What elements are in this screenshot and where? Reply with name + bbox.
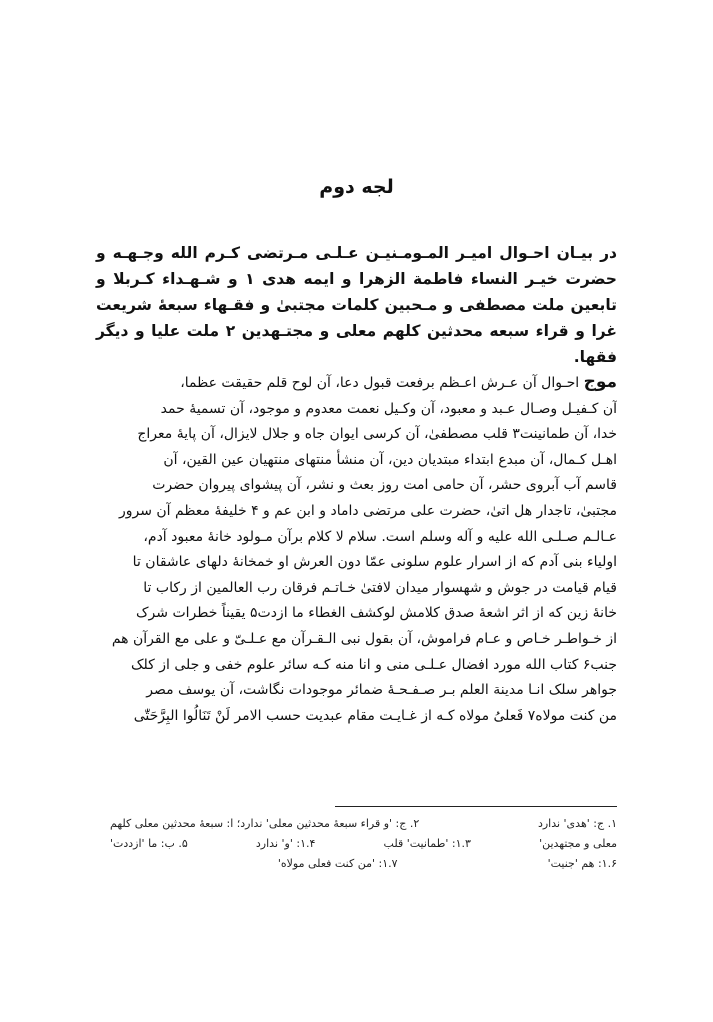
body-line-6: مجتبیٰ، تاجدار هل اتیٰ، حضرت علی مرتضی داماد و ابن عم و ۴ خلیفهٔ معظم آن سرور [118, 502, 617, 519]
body-line-2: آن کـفیـل وصـال عـبد و معبود، آن وکـیل نعمت معدوم و موجود، آن تسمیهٔ حمد [160, 400, 617, 417]
footnote-1: ۱. ج: 'هدی' ندارد [537, 817, 617, 830]
body-line-4: اهـل کـمال، آن مبدع ابتداء مبتدیان دین، آن منشأ منتهای منتهیان عین القین، آن [163, 451, 617, 468]
lead-word: موج [583, 372, 617, 392]
footnote-4: ۱.۴: 'و' ندارد [255, 837, 316, 850]
footnote-3: ۱.۳: 'طمانیت' قلب [383, 837, 471, 850]
body-line-11: از خـواطـر خـاص و عـام فراموش، آن بقول نبی الـقـرآن مع عـلـیّ و علی مع القرآن هم [111, 630, 617, 647]
body-paragraph [96, 370, 617, 729]
body-line-8: اولیاء بنی آدم که از اسرار علوم سلونی عمّا دون العرش او خمخانهٔ دلهای عاشقان تا [132, 554, 617, 571]
footnote-row-1 [110, 814, 617, 834]
footnote-2: ۲. ج: 'و قراء سبعهٔ محدثین معلی' ندارد؛ ا: سبعهٔ محدثین معلی کلهم [110, 817, 420, 830]
body-line-12: جنب۶ کتاب الله مورد افضال عـلـی منی و انا منه کـه سائر علوم خفی و جلی از کلک [130, 656, 617, 673]
body-line-7: عـالـم صـلـی الله علیه و آله وسلم است. سلام لا کلام برآن مـولود خانهٔ معبود آدم، [143, 528, 617, 545]
body-line-14: من کنت مولاه۷ فَعلیُ مولاه کـه از غـایـت مقام عبدیت حسب الامر لَنْ تَنَالُوا البِرَّحَتّٰی [133, 707, 617, 724]
body-line-1 [96, 370, 617, 397]
footnote-divider [335, 806, 617, 807]
chapter-title: لجه دوم [319, 176, 394, 198]
footnote-6: ۱.۶: هم 'جنیت' [547, 857, 617, 870]
footnote-row-3 [110, 854, 617, 874]
footnote-5: ۵. ب: ما 'ازددت' [110, 837, 188, 850]
body-line-10: خانهٔ زین که از اثر اشعهٔ صدق کلامش لوکشف الغطاء ما ازدت۵ یقیناً خطرات شرک [136, 605, 617, 622]
chapter-intro: در بیـان احـوال امیـر المـومـنیـن عـلـی مـرتضی کـرم الله وجـهـه و حضرت خیـر النساء فاطمة الزهرا و ایمه هدی ۱ و شـهـداء کـربلا و تابعین ملت مصطفی و مـحبین کلمات مجتبیٰ و فقـهاء سبعهٔ شریعت غرا و قراء سبعه محدثین کلهم معلی و مجتـهدین ۲ ملت علیا و دیگر فقها. [96, 244, 618, 366]
body-line-5: قاسم آب آبروی حشر، آن حامی امت روز بعث و نشر، آن پیشوای پیروان حضرت [152, 477, 617, 494]
footnotes [110, 814, 617, 874]
body-line-13: جواهر سلک انـا مدینة العلم بـر صـفـحـهٔ ضمائر موجودات نگاشت، آن یوسف مصر [146, 682, 617, 699]
footnote-7: ۱.۷: 'من کنت فعلی مولاه' [277, 857, 398, 870]
footnote-2-cont: معلی و مجتهدین' [539, 837, 617, 850]
body-line-3: خدا، آن طمانینت۳ قلب مصطفیٰ، آن کرسی ایوان جاه و جلال لایزال، آن پایهٔ معراج [137, 426, 617, 443]
body-line-1-text: احـوال آن عـرش اعـظم برفعت قبول دعا، آن لوح قلم حقیقت عظما، [180, 375, 580, 391]
body-line-9: قیام قیامت در جوش و شهسوار میدان لافتیٰ خـاتـم فرقان رب العالمین از رکاب تا [143, 579, 617, 596]
footnote-row-2 [110, 834, 617, 854]
